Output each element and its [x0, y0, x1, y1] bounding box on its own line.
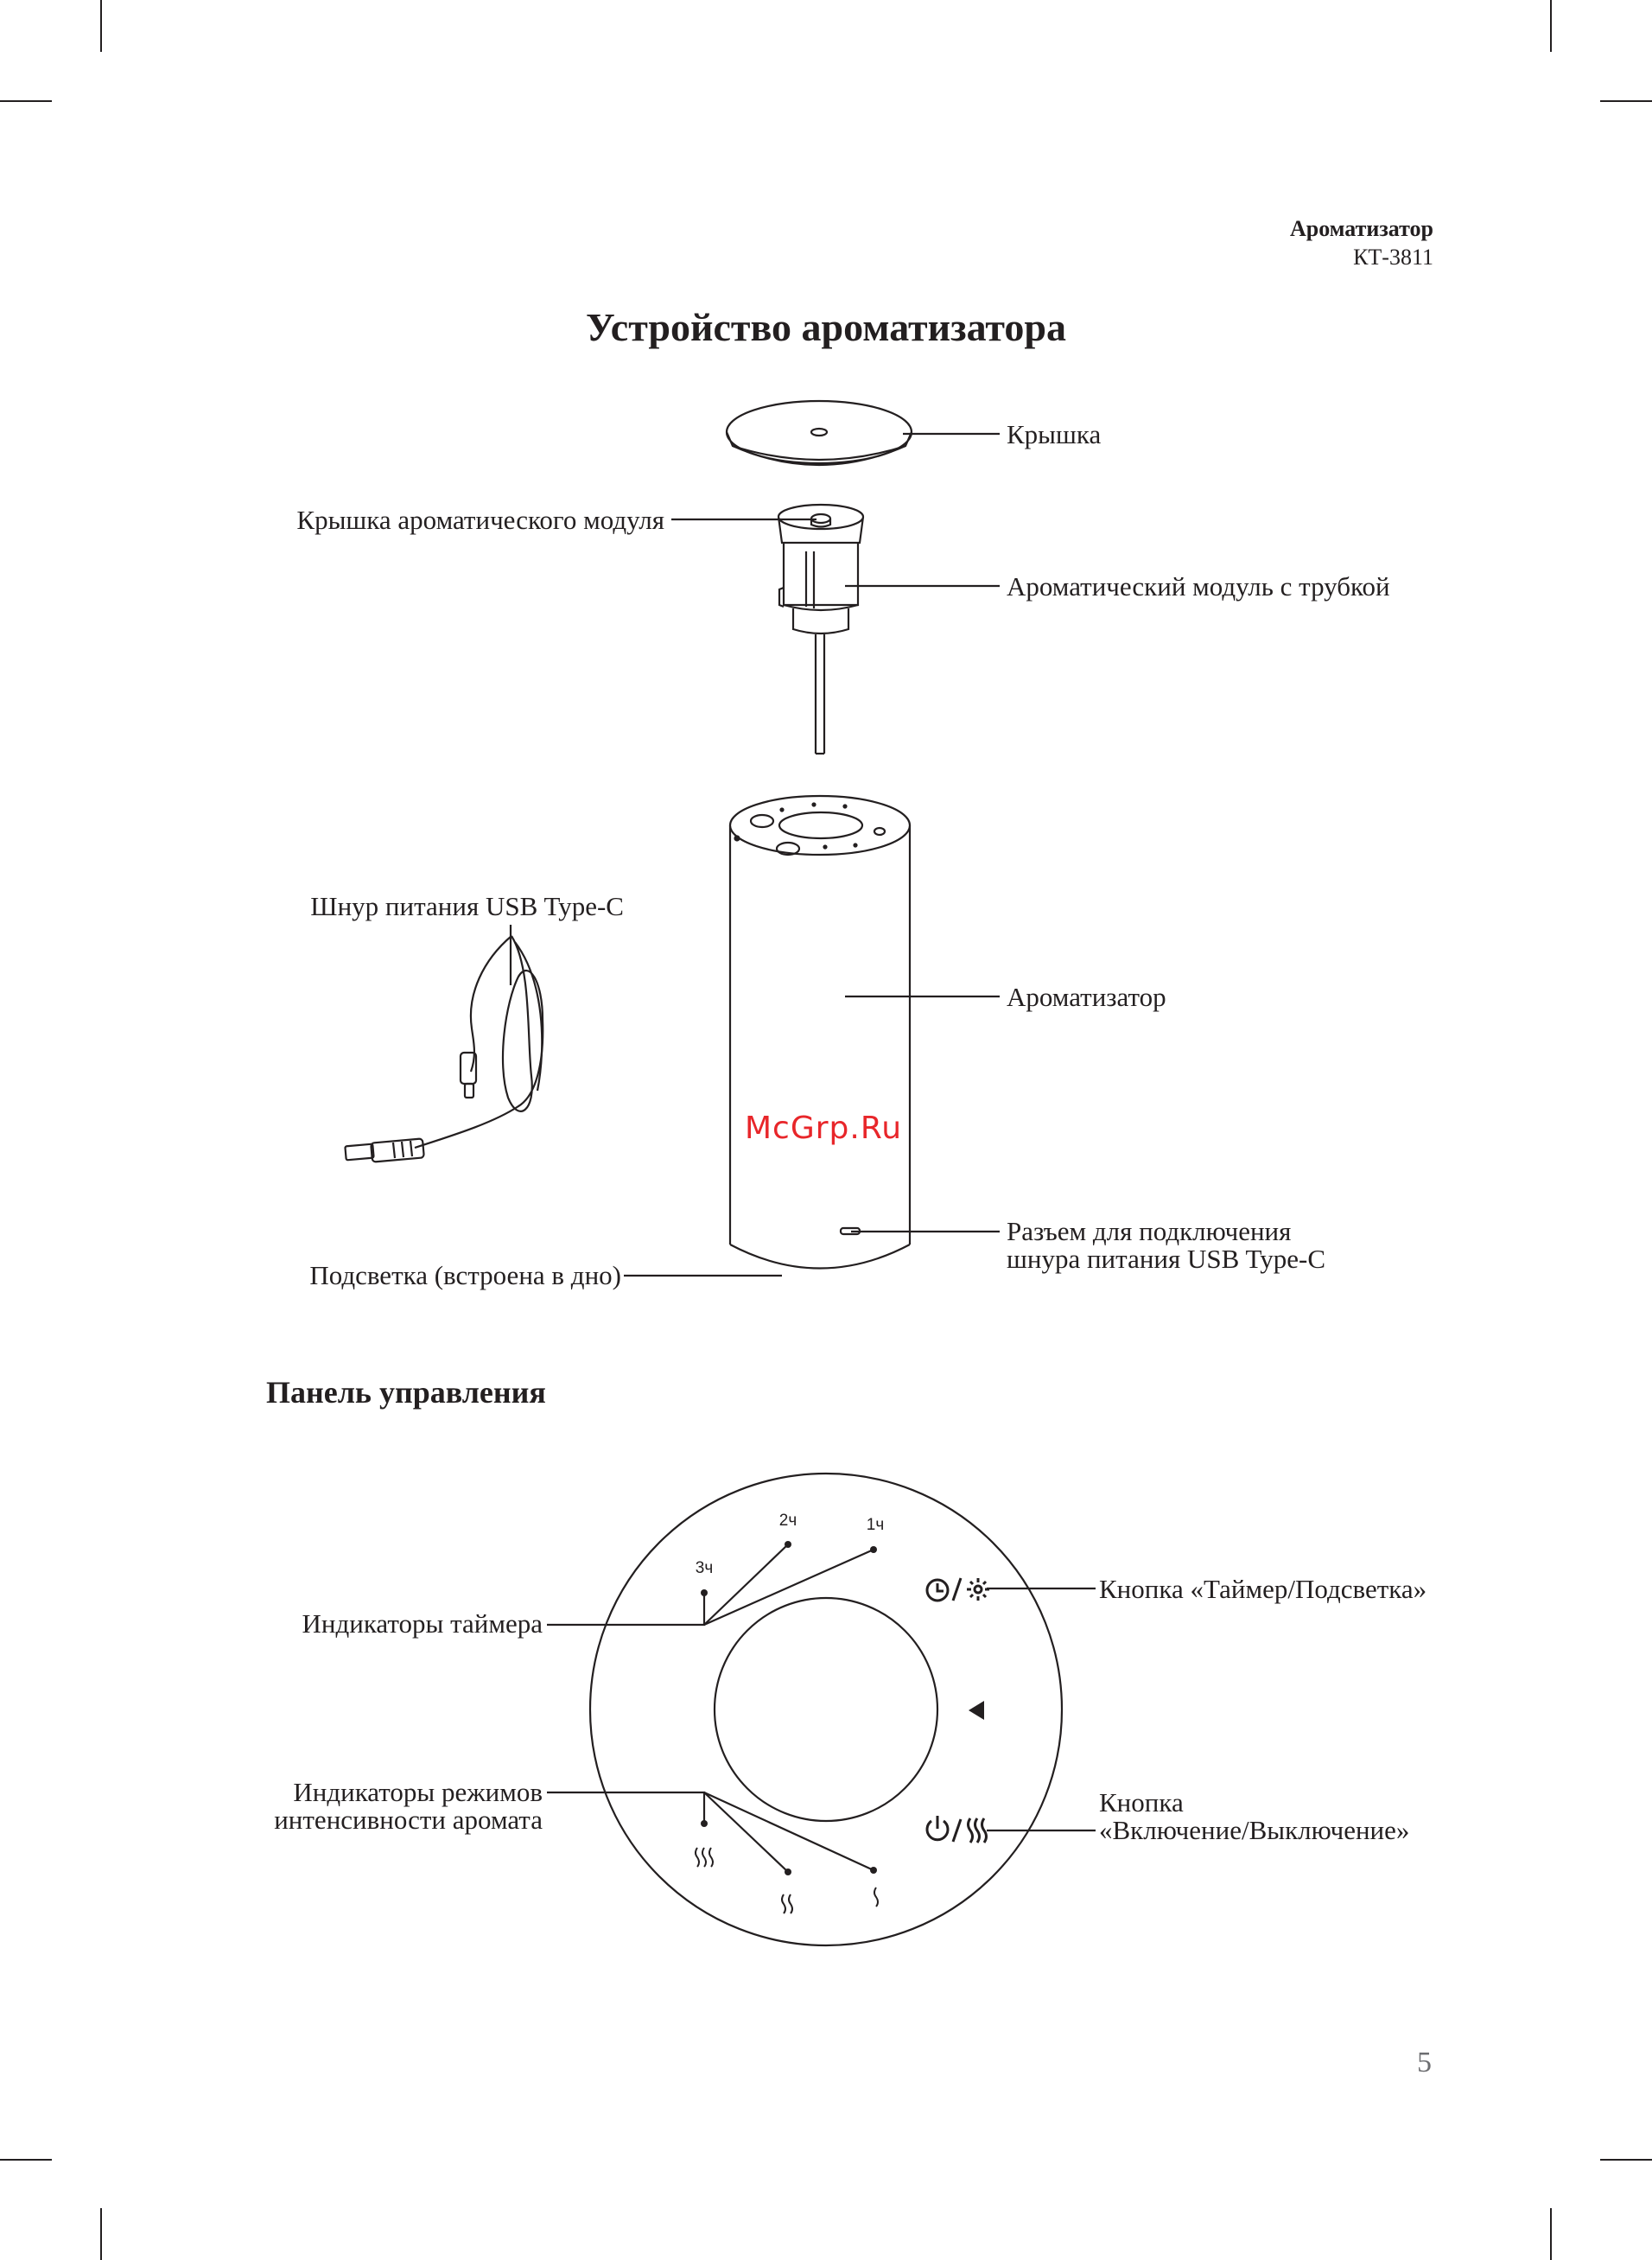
label-timer-indicators: Индикаторы таймера: [302, 1608, 543, 1639]
label-intensity-line2: интенсивности аромата: [274, 1805, 543, 1835]
label-aroma-body: Ароматизатор: [1007, 982, 1166, 1012]
label-aroma-module-lid: Крышка ароматического модуля: [296, 505, 664, 535]
watermark: McGrp.Ru: [745, 1111, 903, 1146]
header-model: КТ-3811: [1353, 245, 1433, 270]
label-backlight: Подсветка (встроена в дно): [309, 1260, 621, 1290]
lid-drawing: [727, 401, 912, 465]
power-button-icon: [927, 1816, 986, 1843]
timer-1h-label: 1ч: [866, 1516, 885, 1534]
usb-cable-drawing: [345, 936, 543, 1162]
page-number: 5: [1417, 2047, 1432, 2079]
intensity-medium-icon: [782, 1894, 792, 1913]
page-title: Устройство ароматизатора: [586, 305, 1066, 349]
label-intensity-line1: Индикаторы режимов: [293, 1777, 543, 1807]
timer-3h-label: 3ч: [695, 1559, 714, 1577]
label-lid: Крышка: [1007, 419, 1102, 449]
label-power-line2: «Включение/Выключение»: [1099, 1815, 1410, 1845]
label-timer-button: Кнопка «Таймер/Подсветка»: [1099, 1574, 1427, 1604]
label-usb-cable: Шнур питания USB Type-C: [310, 891, 624, 921]
aroma-module-drawing: [778, 505, 863, 754]
section-title-control-panel: Панель управления: [266, 1375, 546, 1410]
timer-2h-label: 2ч: [778, 1512, 797, 1530]
intensity-high-icon: [696, 1848, 713, 1867]
play-arrow-icon: [969, 1701, 984, 1720]
timer-light-button-icon: [927, 1578, 989, 1601]
label-power-line1: Кнопка: [1099, 1787, 1184, 1818]
label-port-line1: Разъем для подключения: [1007, 1216, 1292, 1246]
intensity-low-icon: [874, 1888, 878, 1907]
control-panel-drawing: [590, 1474, 1062, 1945]
header-product-name: Ароматизатор: [1289, 216, 1433, 241]
label-aroma-module: Ароматический модуль с трубкой: [1007, 571, 1390, 602]
label-port-line2: шнура питания USB Type-C: [1007, 1244, 1326, 1274]
aroma-body-drawing: [730, 796, 910, 1269]
